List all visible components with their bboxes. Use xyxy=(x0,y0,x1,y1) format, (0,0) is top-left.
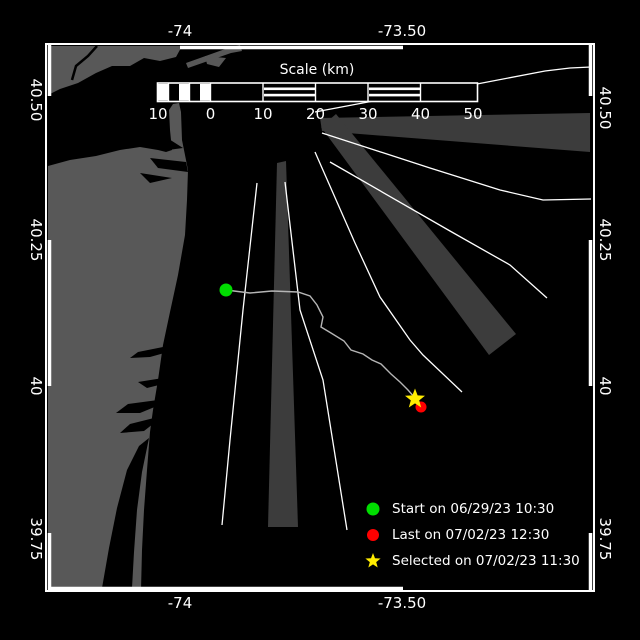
selected-legend-star-icon xyxy=(364,552,382,570)
scale-bar-title: Scale (km) xyxy=(279,62,355,78)
scale-tick-50: 50 xyxy=(463,105,483,123)
scale-tick-20: 20 xyxy=(305,105,326,123)
legend-row-last xyxy=(364,526,549,544)
lat-label-right-4050: 40.50 xyxy=(596,86,614,130)
lon-label-bottom-7350: -73.50 xyxy=(377,594,427,612)
scale-bar xyxy=(158,83,478,102)
legend-start-label: Start on 06/29/23 10:30 xyxy=(392,501,555,517)
start-marker[interactable] xyxy=(220,284,233,297)
lon-label-top-74: -74 xyxy=(167,22,193,40)
start-legend-icon xyxy=(364,500,382,518)
lat-label-left-40: 40 xyxy=(27,376,45,396)
legend-selected-label: Selected on 07/02/23 11:30 xyxy=(392,553,580,569)
lon-label-top-7350: -73.50 xyxy=(377,22,427,40)
scale-tick-30: 30 xyxy=(358,105,378,123)
lon-label-bottom-74: -74 xyxy=(167,594,193,612)
legend-row-start xyxy=(364,500,554,518)
lat-label-left-3975: 39.75 xyxy=(27,517,45,561)
lat-label-right-40: 40 xyxy=(596,376,614,396)
radar-beam-wedges xyxy=(268,113,590,527)
scale-tick-40: 40 xyxy=(410,105,431,123)
legend-last-label: Last on 07/02/23 12:30 xyxy=(392,527,550,543)
scale-tick-0: 0 xyxy=(205,105,216,123)
lat-label-right-4025: 40.25 xyxy=(596,218,614,262)
last-legend-icon xyxy=(364,526,382,544)
legend-row-selected xyxy=(364,552,580,570)
lat-label-left-4025: 40.25 xyxy=(27,218,45,262)
scale-tick-10L: 10 xyxy=(148,105,168,123)
scale-tick-10: 10 xyxy=(253,105,273,123)
lat-label-right-3975: 39.75 xyxy=(596,517,614,561)
lat-label-left-4050: 40.50 xyxy=(27,78,45,122)
